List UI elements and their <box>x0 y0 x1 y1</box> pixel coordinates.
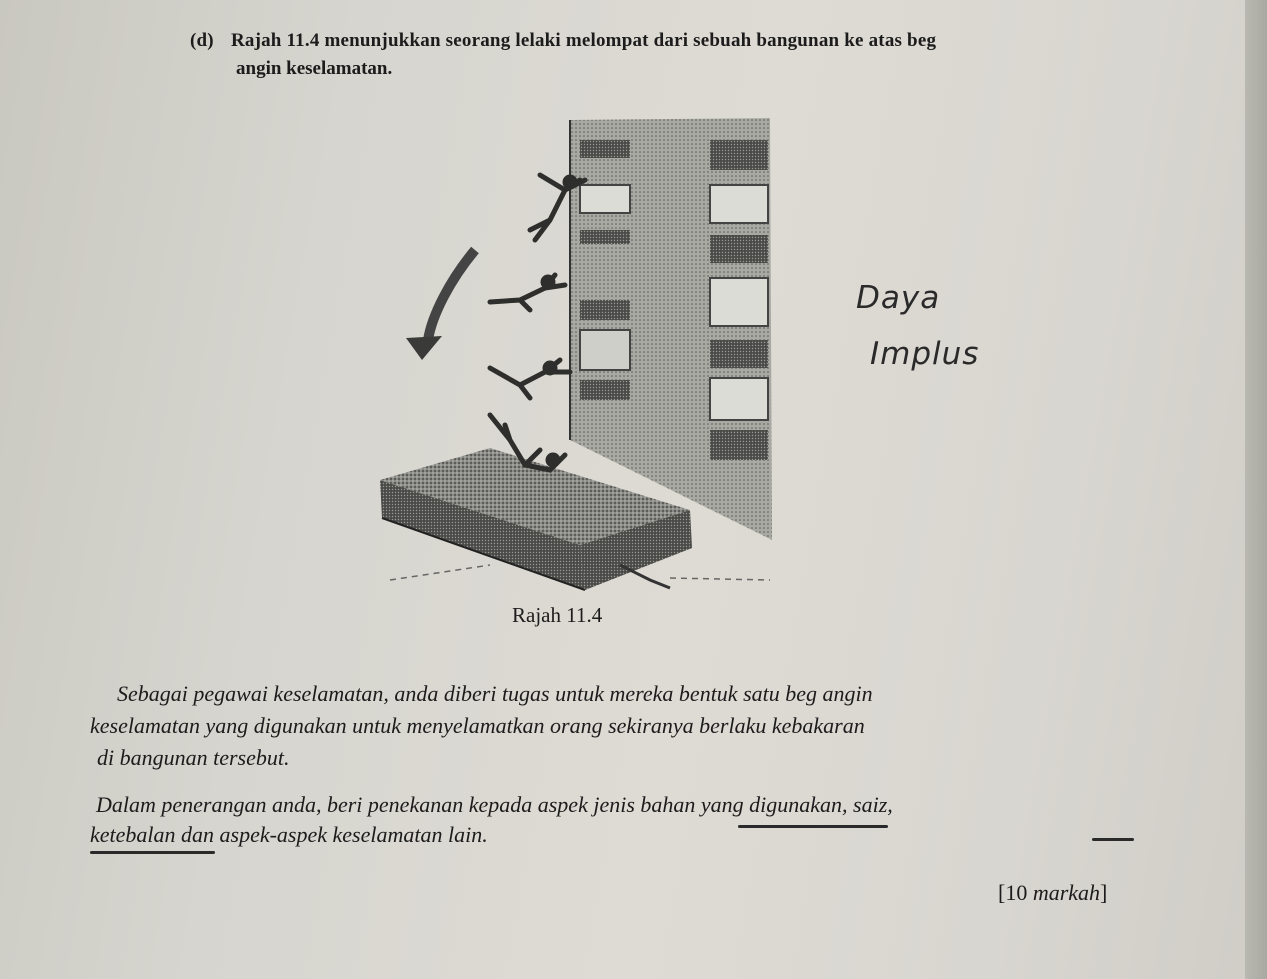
question-line-1 <box>190 30 936 52</box>
building <box>570 118 772 540</box>
question-line-2: angin keselamatan. <box>236 58 393 79</box>
marks-word: markah <box>1032 880 1101 905</box>
marks-close: ] <box>1100 880 1108 905</box>
body-line-5: ketebalan dan aspek-aspek keselamatan lain. <box>90 822 488 847</box>
body-line-1: Sebagai pegawai keselamatan, anda diberi tugas untuk mereka bentuk satu beg angin <box>117 681 873 706</box>
figure-caption: Rajah 11.4 <box>512 603 603 627</box>
question-text-1: Rajah 11.4 menunjukkan seorang lelaki melompat dari sebuah bangunan ke atas beg <box>230 30 937 51</box>
marks-open: [10 <box>998 880 1033 905</box>
handwritten-note-2: Implus <box>870 336 980 372</box>
underline-ketebalan <box>90 851 215 854</box>
question-label: (d) <box>190 30 214 51</box>
underline-saiz <box>1092 838 1134 841</box>
curved-arrow <box>406 250 475 360</box>
body-line-2: keselamatan yang digunakan untuk menyelamatkan orang sekiranya berlaku kebakaran <box>90 713 865 738</box>
figure-jump-illustration <box>370 110 790 610</box>
handwritten-note-1: Daya <box>856 280 941 316</box>
marks-allocation <box>998 880 1107 906</box>
body-line-4: Dalam penerangan anda, beri penekanan kepada aspek jenis bahan yang digunakan, saiz, <box>96 792 893 817</box>
underline-jenis-bahan <box>738 825 888 828</box>
page-edge <box>1245 0 1267 979</box>
body-line-3: di bangunan tersebut. <box>97 745 290 770</box>
